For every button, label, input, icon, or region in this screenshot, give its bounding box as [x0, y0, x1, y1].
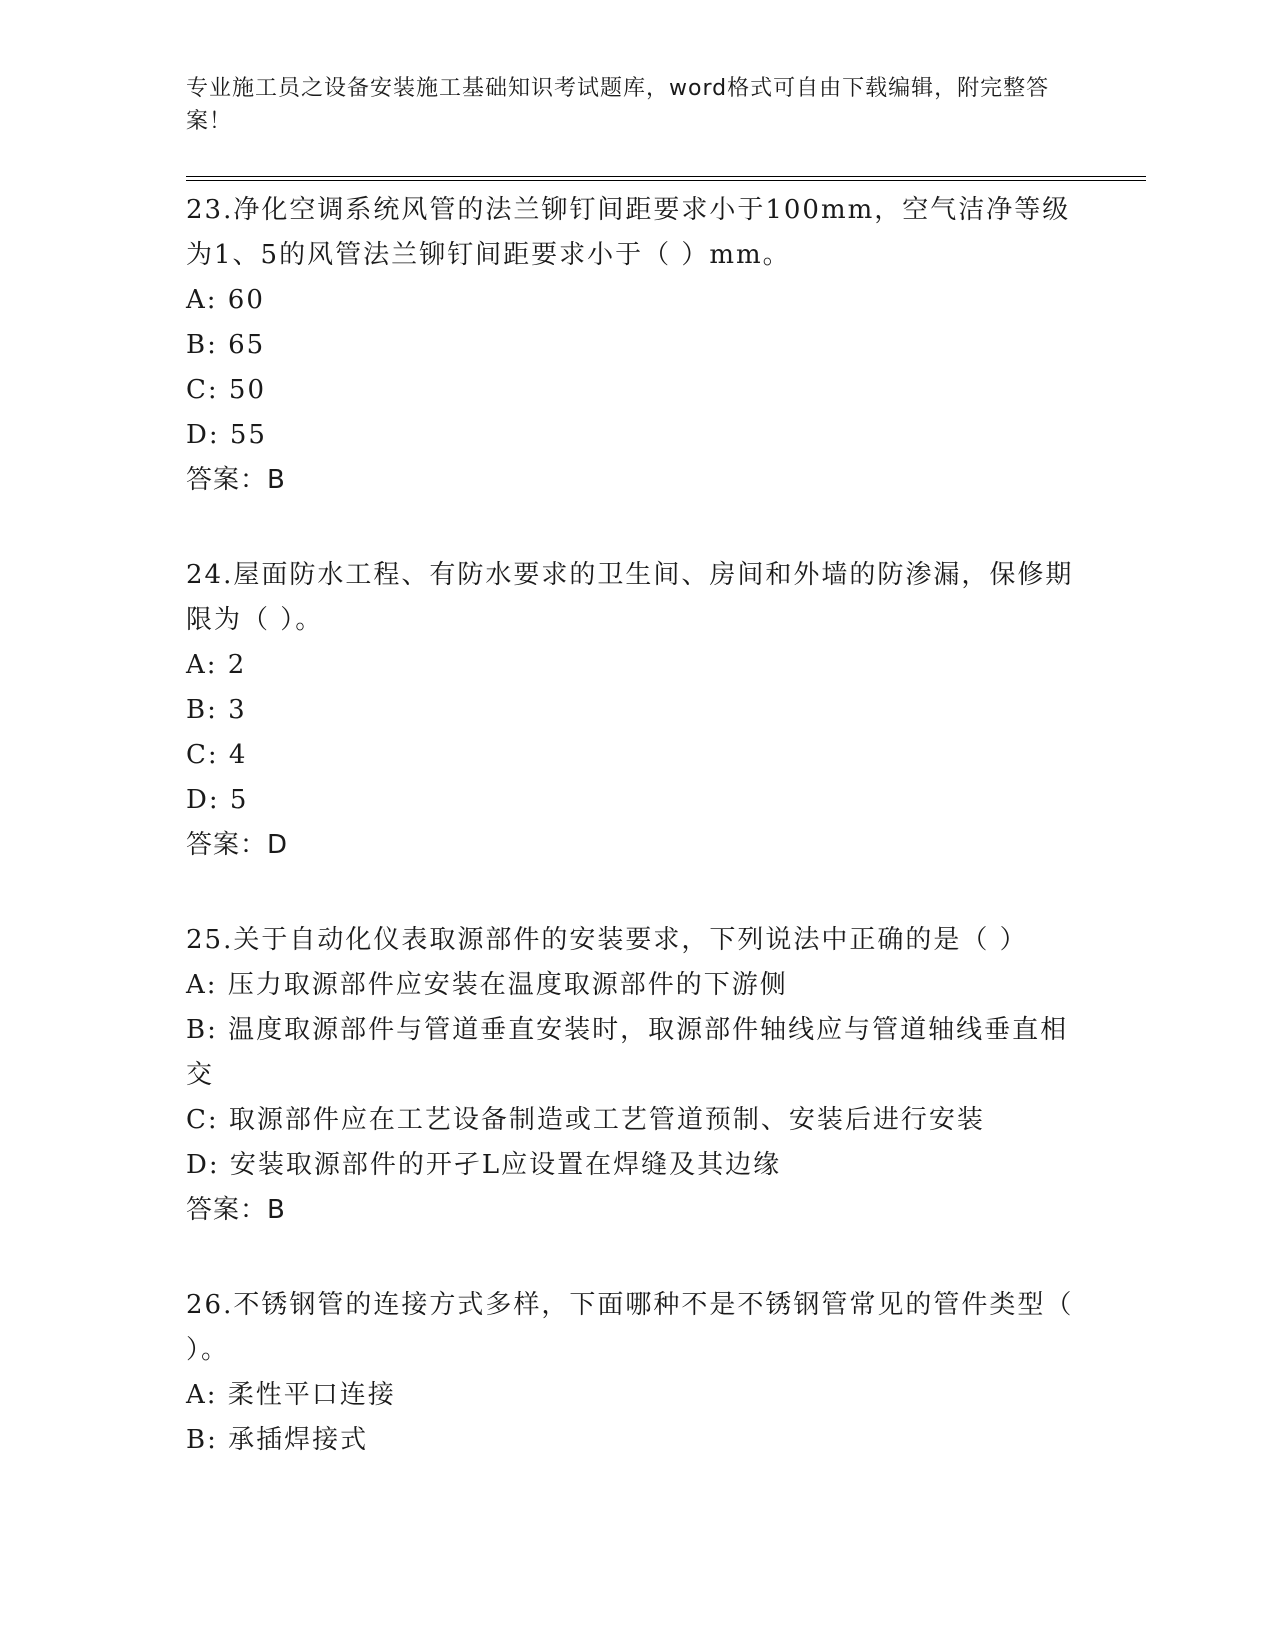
- option-a: A: 60: [186, 285, 265, 315]
- option-d: D: 5: [186, 785, 249, 815]
- answer-label: 答案：B: [186, 1195, 286, 1225]
- option-d: D: 55: [186, 420, 267, 450]
- question-stem: 23.净化空调系统风管的法兰铆钉间距要求小于100mm，空气洁净等级为1、5的风管法兰铆钉间距要求小于（ ）mm。: [186, 195, 1071, 270]
- header-divider: [186, 176, 1146, 181]
- option-a: A: 2: [186, 650, 247, 680]
- question-stem: 24.屋面防水工程、有防水要求的卫生间、房间和外墙的防渗漏，保修期限为（ ）。: [186, 560, 1074, 635]
- question-26: [186, 1283, 1086, 1463]
- option-a: A: 压力取源部件应安装在温度取源部件的下游侧: [186, 970, 788, 1000]
- option-c: C: 4: [186, 740, 248, 770]
- option-b: B: 承插焊接式: [186, 1425, 369, 1455]
- answer-label: 答案：D: [186, 830, 289, 860]
- option-c: C: 50: [186, 375, 267, 405]
- question-23: [186, 188, 1086, 503]
- option-d: D: 安装取源部件的开孑L应设置在焊缝及其边缘: [186, 1150, 782, 1180]
- question-24: [186, 553, 1086, 868]
- question-stem: 25.关于自动化仪表取源部件的安装要求，下列说法中正确的是（ ）: [186, 925, 1028, 955]
- option-b: B: 65: [186, 330, 266, 360]
- option-b: B: 3: [186, 695, 247, 725]
- question-25: [186, 918, 1086, 1233]
- answer-label: 答案：B: [186, 465, 286, 495]
- question-stem: 26.不锈钢管的连接方式多样，下面哪种不是不锈钢管常见的管件类型（ ）。: [186, 1290, 1074, 1365]
- option-b: B: 温度取源部件与管道垂直安装时，取源部件轴线应与管道轴线垂直相交: [186, 1015, 1069, 1090]
- option-a: A: 柔性平口连接: [186, 1380, 396, 1410]
- document-header: 专业施工员之设备安装施工基础知识考试题库，word格式可自由下载编辑，附完整答案！: [186, 76, 1050, 134]
- question-list: [186, 188, 1086, 1513]
- option-c: C: 取源部件应在工艺设备制造或工艺管道预制、安装后进行安装: [186, 1105, 985, 1135]
